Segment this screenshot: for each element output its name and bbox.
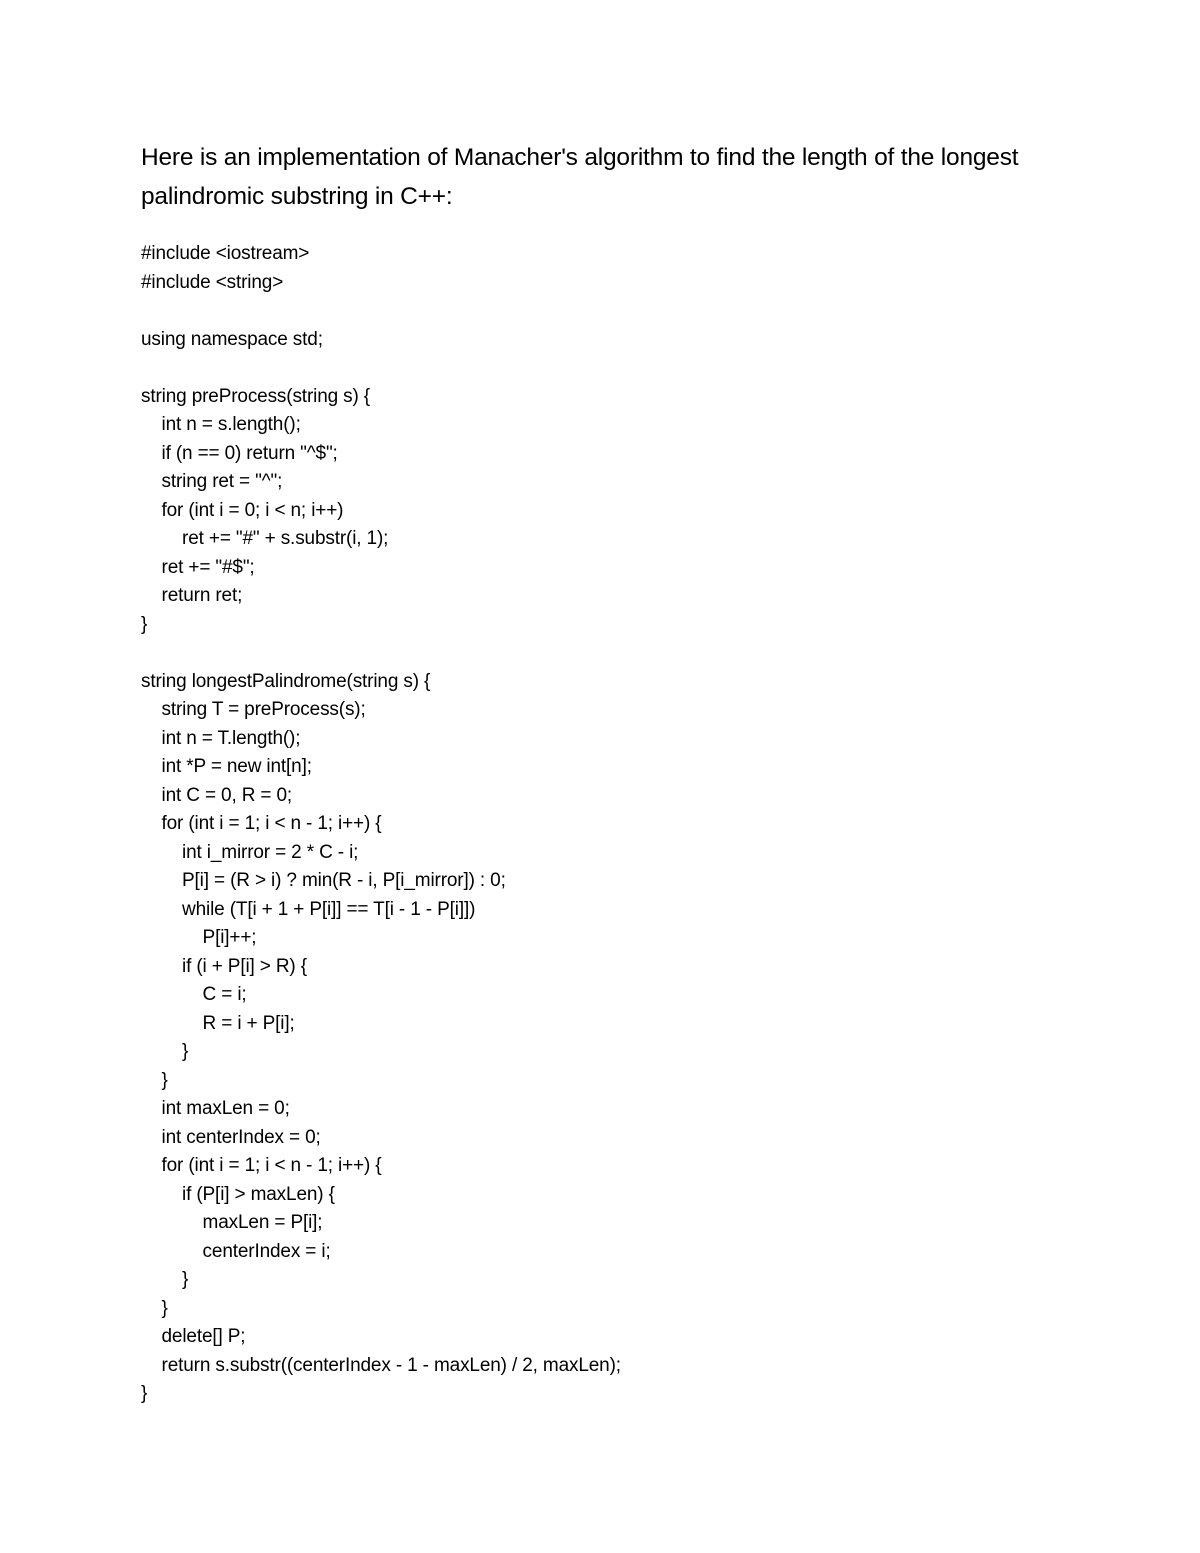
code-line: } [141,1269,189,1290]
code-line: } [141,613,148,635]
code-line: return s.substr((centerIndex - 1 - maxLen) / 2, maxLen); [141,1354,621,1376]
code-line: string longestPalindrome(string s) { [141,670,431,692]
code-line: #include <string> [141,271,284,293]
code-line: ret += "#$"; [141,556,255,578]
code-line: if (P[i] > maxLen) { [141,1183,335,1205]
code-line: string preProcess(string s) { [141,385,371,407]
code-line: int C = 0, R = 0; [141,784,293,806]
code-line: ret += "#" + s.substr(i, 1); [141,528,389,549]
code-line: int centerIndex = 0; [141,1126,321,1148]
code-line: delete[] P; [141,1326,246,1347]
code-line: } [141,1069,168,1091]
code-line: if (i + P[i] > R) { [141,955,307,977]
code-line: P[i]++; [141,927,257,948]
code-line: C = i; [141,984,247,1005]
code-line: while (T[i + 1 + P[i]] == T[i - 1 - P[i]]) [141,898,476,920]
code-line: string ret = "^"; [141,471,283,492]
document-heading: Here is an implementation of Manacher's algorithm to find the length of the longest palindromic substring in C++: [141,144,1019,210]
code-line: for (int i = 1; i < n - 1; i++) { [141,1155,382,1176]
code-line [141,354,621,383]
code-line: using namespace std; [141,328,323,350]
code-line: } [141,1041,189,1062]
code-line: #include <iostream> [141,243,310,264]
code-line: int maxLen = 0; [141,1098,290,1119]
code-line: int n = s.length(); [141,414,301,435]
code-line: int *P = new int[n]; [141,756,312,777]
code-line [141,639,621,668]
code-line: if (n == 0) return "^$"; [141,442,338,464]
code-line: for (int i = 0; i < n; i++) [141,499,344,521]
code-line: centerIndex = i; [141,1240,331,1262]
code-line: } [141,1297,168,1319]
code-line: P[i] = (R > i) ? min(R - i, P[i_mirror]) : 0; [141,870,506,891]
code-block [141,240,621,1409]
code-line: R = i + P[i]; [141,1012,295,1034]
code-line: string T = preProcess(s); [141,699,366,720]
code-line [141,297,621,326]
code-line: int i_mirror = 2 * C - i; [141,841,359,863]
code-line: return ret; [141,585,243,606]
code-line: for (int i = 1; i < n - 1; i++) { [141,813,382,834]
code-line: } [141,1383,148,1404]
code-line: int n = T.length(); [141,727,301,749]
code-line: maxLen = P[i]; [141,1212,323,1233]
